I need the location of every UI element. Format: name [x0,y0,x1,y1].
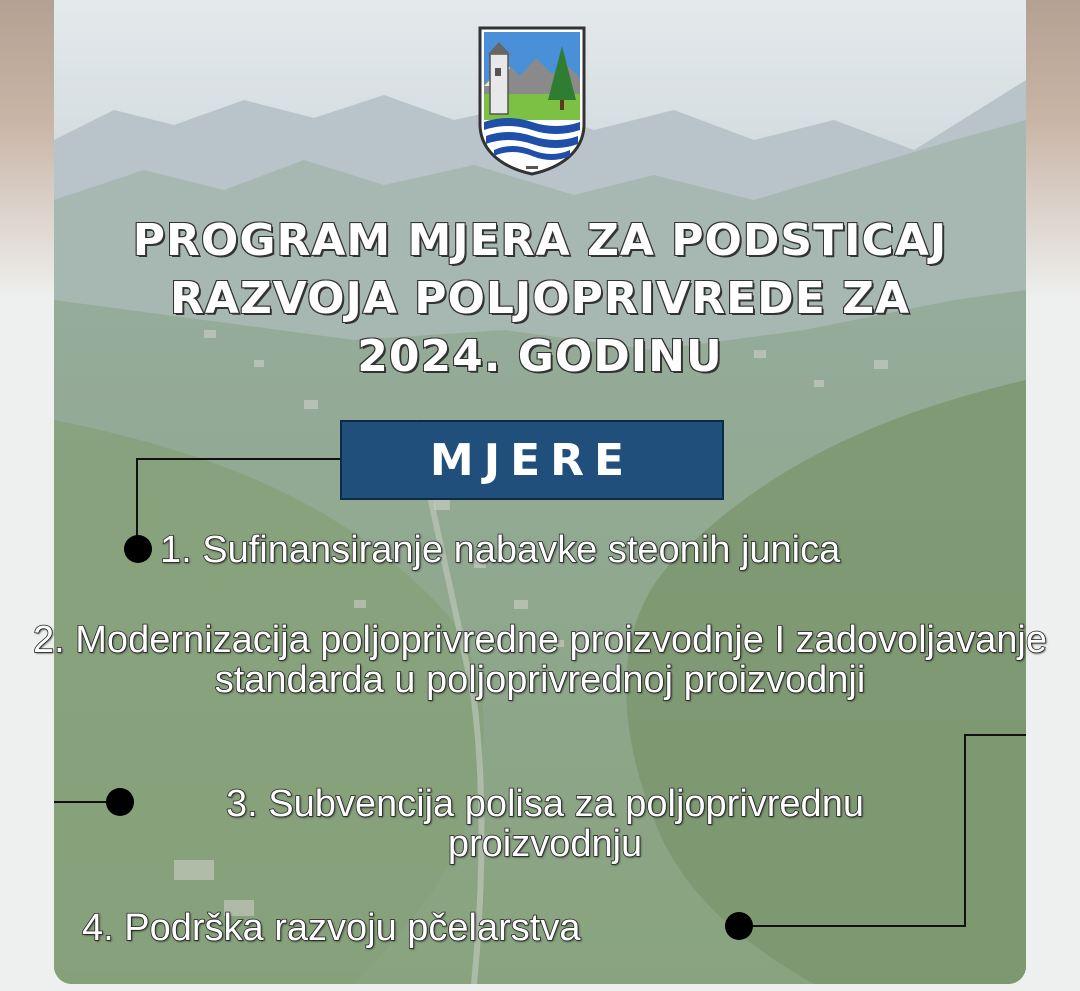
title-line-2: RAZVOJA POLJOPRIVREDE ZA [169,273,911,324]
measure-item-2: 2. Modernizacija poljoprivredne proizvodnje I zadovoljavanje standarda u poljoprivrednoj proizvodnji [33,619,1047,701]
measure-item-1: 1. Sufinansiranje nabavke steonih junica [160,529,841,571]
background-left-edge [0,0,60,300]
background-right-edge [1020,0,1080,300]
title-line-1: PROGRAM MJERA ZA PODSTICAJ [132,215,948,266]
bullet-dot-4 [725,912,753,940]
connector-line-1-horizontal [136,458,342,460]
connector-line-4-horizontal [740,925,966,927]
measures-badge: MJERE [340,420,724,500]
bullet-dot-3 [106,788,134,816]
measure-item-4: 4. Podrška razvoju pčelarstva [82,907,581,949]
connector-line-4-vertical [964,734,966,926]
municipality-crest-icon [476,24,588,176]
bullet-dot-1 [124,535,152,563]
title-line-3: 2024. GODINU [357,331,723,382]
connector-line-4-top [964,734,1026,736]
measure-item-3: 3. Subvencija polisa za poljoprivrednu proizvodnju [226,783,864,865]
